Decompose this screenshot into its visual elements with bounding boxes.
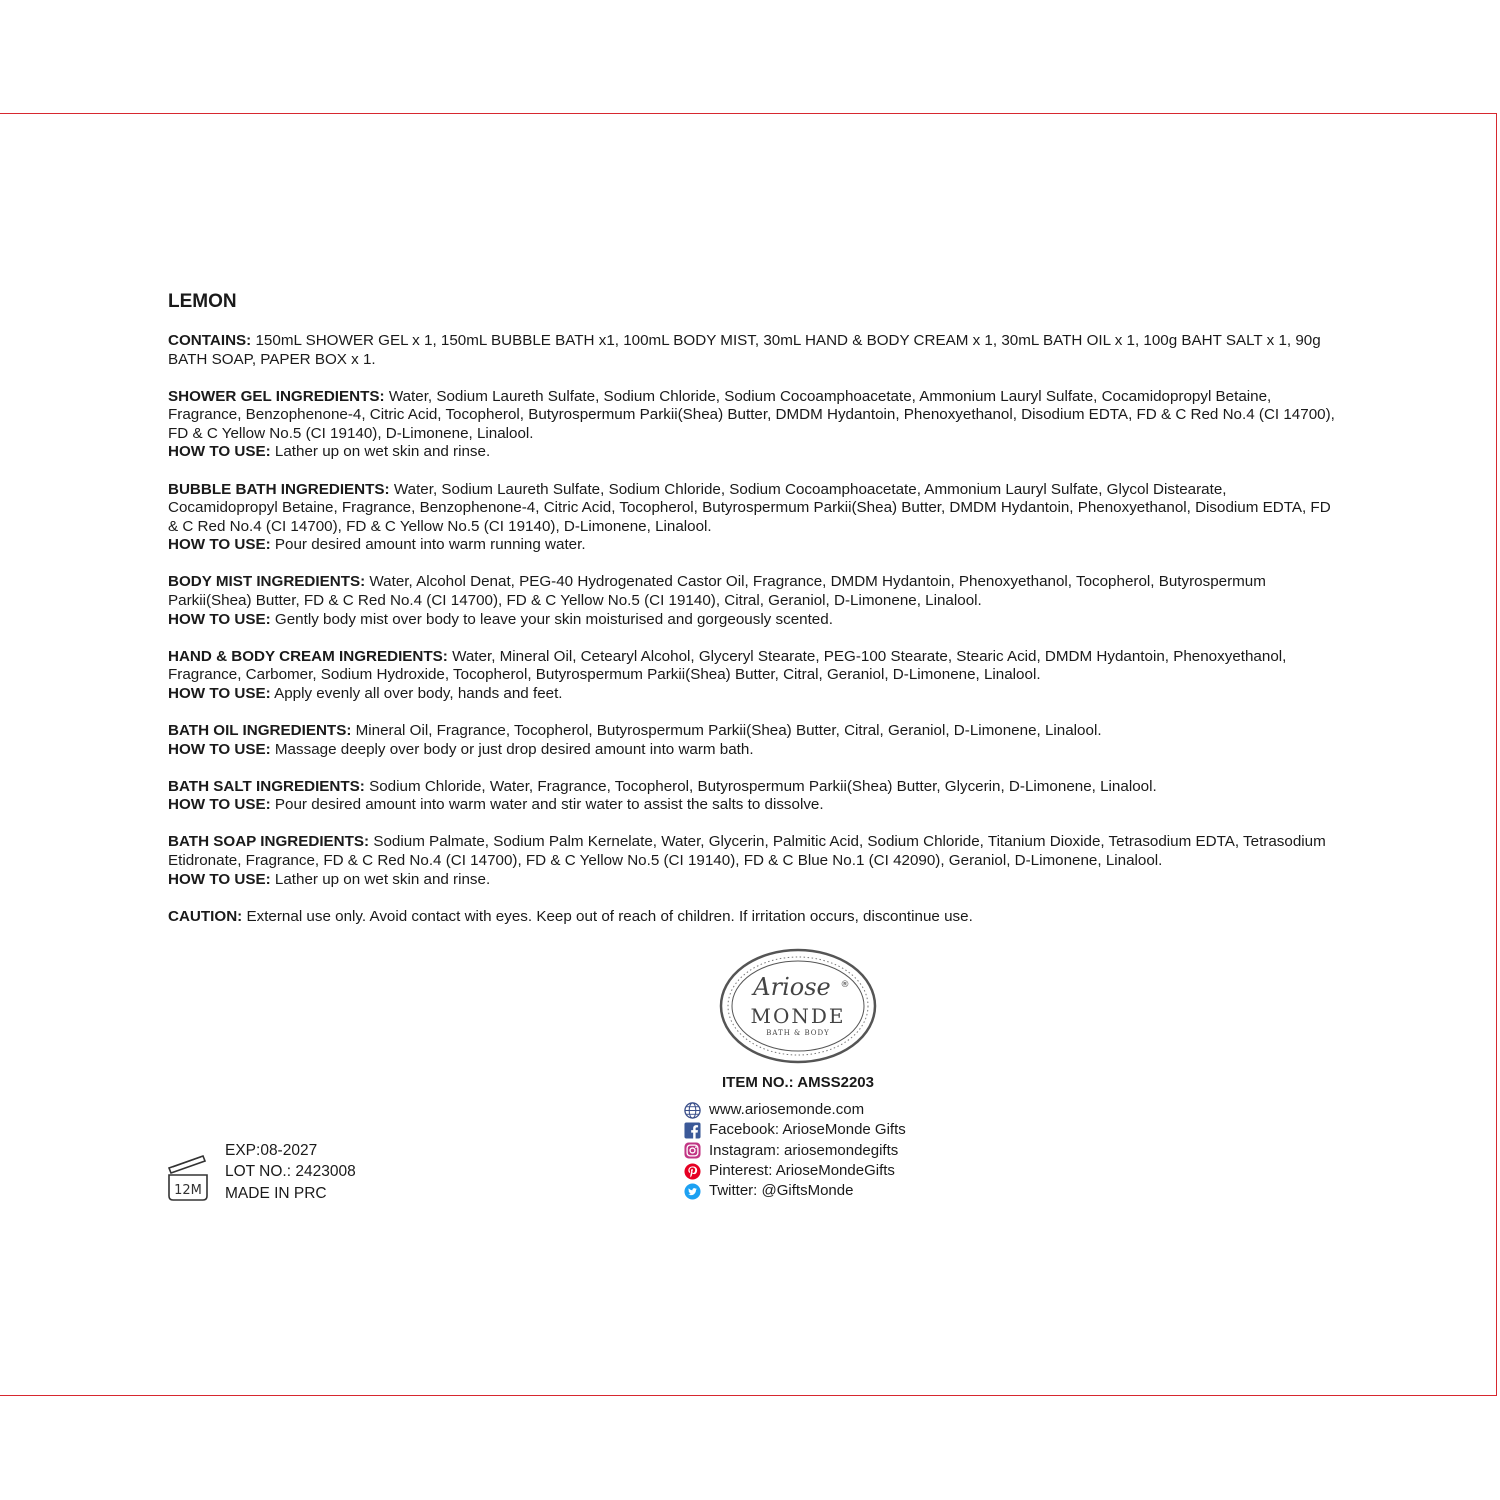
expiry-date: EXP:08-2027 <box>225 1142 318 1159</box>
globe-icon <box>684 1102 701 1119</box>
product-info-lines <box>225 1140 356 1204</box>
pao-period-label: 12M <box>174 1183 202 1198</box>
caution-paragraph <box>168 908 1338 927</box>
ingredients-line <box>168 833 1338 870</box>
ingredients-text: Sodium Palmate, Sodium Palm Kernelate, Water, Glycerin, Palmitic Acid, Sodium Chloride, Titanium Dioxide, Tetrasodium EDTA, Tetrasodium Etidronate, Fragrance, FD & C Red No.4 (CI 14700), FD & C Yellow No.5 (CI 19140), FD & C Blue No.1 (CI 42090), Geraniol, D-Limonene, Linalool. <box>168 833 1326 869</box>
pinterest-icon <box>684 1163 701 1180</box>
how-to-use-line <box>168 611 1338 630</box>
caution-text: External use only. Avoid contact with eyes. Keep out of reach of children. If irritation occurs, discontinue use. <box>246 907 973 925</box>
ingredients-label: HAND & BODY CREAM INGREDIENTS: <box>168 647 448 665</box>
social-instagram-text: Instagram: ariosemondegifts <box>709 1141 899 1159</box>
ingredient-section <box>168 722 1338 759</box>
ingredients-text: Water, Mineral Oil, Cetearyl Alcohol, Glyceryl Stearate, PEG-100 Stearate, Stearic Acid, DMDM Hydantoin, Phenoxyethanol, Fragrance, Carbomer, Sodium Hydroxide, Tocopherol, Butyrospermum Parkii(Shea) Butter, Citral, Geraniol, D-Limonene, Linalool. <box>168 647 1287 684</box>
contains-label: CONTAINS: <box>168 332 252 349</box>
how-to-use-label: HOW TO USE: <box>168 870 271 888</box>
social-facebook-text: Facebook: ArioseMonde Gifts <box>709 1121 906 1139</box>
ingredients-label: BATH OIL INGREDIENTS: <box>168 722 352 739</box>
how-to-use-line <box>168 685 1338 704</box>
how-to-use-label: HOW TO USE: <box>168 684 271 702</box>
contains-paragraph <box>168 332 1338 369</box>
ingredients-line <box>168 722 1338 741</box>
lot-number: LOT NO.: 2423008 <box>225 1163 356 1181</box>
ingredients-text: Sodium Chloride, Water, Fragrance, Tocopherol, Butyrospermum Parkii(Shea) Butter, Glycerin, D-Limonene, Linalool. <box>369 777 1157 795</box>
ingredient-section <box>168 388 1338 462</box>
item-number: ITEM NO.: AMSS2203 <box>722 1074 874 1091</box>
open-jar-icon <box>165 1150 211 1202</box>
ingredients-line <box>168 481 1338 537</box>
social-links <box>684 1100 906 1201</box>
origin-text: MADE IN PRC <box>225 1184 327 1202</box>
ingredients-line <box>168 388 1338 444</box>
ingredients-text: Water, Sodium Laureth Sulfate, Sodium Chloride, Sodium Cocoamphoacetate, Ammonium Lauryl Sulfate, Glycol Distearate, Cocamidopropyl Betaine, Fragrance, Benzophenone-4, Citric Acid, Tocopherol, Butyrospermum Parkii(Shea) Butter, DMDM Hydantoin, Phenoxyethanol, Disodium EDTA, FD & C Red No.4 (CI 14700), FD & C Yellow No.5 (CI 19140), D-Limonene, Linalool. <box>168 480 1331 535</box>
twitter-icon <box>684 1183 701 1200</box>
social-pinterest-text: Pinterest: ArioseMondeGifts <box>709 1161 895 1179</box>
ingredient-sections <box>168 388 1338 889</box>
how-to-use-line <box>168 871 1338 890</box>
social-pinterest[interactable] <box>684 1161 906 1181</box>
ingredient-section <box>168 573 1338 629</box>
ingredients-label: SHOWER GEL INGREDIENTS: <box>168 387 385 405</box>
how-to-use-text: Lather up on wet skin and rinse. <box>274 443 491 461</box>
product-title: LEMON <box>168 291 237 312</box>
how-to-use-text: Pour desired amount into warm water and stir water to assist the salts to dissolve. <box>274 796 824 814</box>
ingredients-line <box>168 778 1338 797</box>
social-website-text: www.ariosemonde.com <box>709 1101 865 1118</box>
logo-brand: MONDE <box>750 1004 846 1028</box>
ingredients-text: Water, Alcohol Denat, PEG-40 Hydrogenated Castor Oil, Fragrance, DMDM Hydantoin, Phenoxyethanol, Tocopherol, Butyrospermum Parkii(Shea) Butter, FD & C Red No.4 (CI 14700), FD & C Yellow No.5 (CI 19140), Citral, Geraniol, D-Limonene, Linalool. <box>168 573 1266 610</box>
label-content <box>168 290 1338 945</box>
social-instagram[interactable] <box>684 1141 906 1161</box>
how-to-use-label: HOW TO USE: <box>168 740 271 758</box>
how-to-use-label: HOW TO USE: <box>168 796 271 814</box>
ingredient-section <box>168 778 1338 815</box>
contains-text: 150mL SHOWER GEL x 1, 150mL BUBBLE BATH x1, 100mL BODY MIST, 30mL HAND & BODY CREAM x 1, 30mL BATH OIL x 1, 100g BAHT SALT x 1, 90g BATH SOAP, PAPER BOX x 1. <box>168 332 1321 368</box>
social-facebook[interactable] <box>684 1120 906 1140</box>
ingredients-text: Mineral Oil, Fragrance, Tocopherol, Butyrospermum Parkii(Shea) Butter, Citral, Geraniol, D-Limonene, Linalool. <box>355 722 1102 739</box>
ingredients-label: BUBBLE BATH INGREDIENTS: <box>168 480 390 498</box>
how-to-use-label: HOW TO USE: <box>168 443 271 461</box>
ingredients-line <box>168 573 1338 610</box>
ingredient-section <box>168 648 1338 704</box>
social-website[interactable] <box>684 1100 906 1120</box>
ingredients-text: Water, Sodium Laureth Sulfate, Sodium Chloride, Sodium Cocoamphoacetate, Ammonium Lauryl Sulfate, Cocamidopropyl Betaine, Fragrance, Benzophenone-4, Citric Acid, Tocopherol, Butyrospermum Parkii(Shea) Butter, DMDM Hydantoin, Phenoxyethanol, Disodium EDTA, FD & C Red No.4 (CI 14700), FD & C Yellow No.5 (CI 19140), D-Limonene, Linalool. <box>168 387 1335 442</box>
ingredient-section <box>168 481 1338 555</box>
how-to-use-text: Gently body mist over body to leave your skin moisturised and gorgeously scented. <box>274 610 833 628</box>
caution-label: CAUTION: <box>168 907 243 925</box>
how-to-use-line <box>168 741 1338 760</box>
how-to-use-line <box>168 796 1338 815</box>
how-to-use-line <box>168 536 1338 555</box>
logo-script: Ariose <box>753 973 831 1001</box>
how-to-use-line <box>168 443 1338 462</box>
ingredients-label: BATH SOAP INGREDIENTS: <box>168 833 370 851</box>
how-to-use-text: Lather up on wet skin and rinse. <box>274 870 491 888</box>
brand-logo <box>718 947 878 1065</box>
logo-tagline: BATH & BODY <box>766 1029 830 1037</box>
how-to-use-text: Apply evenly all over body, hands and feet. <box>274 684 563 702</box>
social-twitter[interactable] <box>684 1181 906 1201</box>
how-to-use-label: HOW TO USE: <box>168 536 271 554</box>
social-twitter-text: Twitter: @GiftsMonde <box>709 1182 854 1200</box>
ingredients-label: BATH SALT INGREDIENTS: <box>168 777 365 795</box>
brand-logo-seal <box>718 947 878 1065</box>
instagram-icon <box>684 1142 701 1159</box>
how-to-use-label: HOW TO USE: <box>168 610 271 628</box>
how-to-use-text: Massage deeply over body or just drop desired amount into warm bath. <box>274 740 754 758</box>
ingredients-label: BODY MIST INGREDIENTS: <box>168 573 366 591</box>
facebook-icon <box>684 1122 701 1139</box>
how-to-use-text: Pour desired amount into warm running water. <box>274 536 586 554</box>
ingredients-line <box>168 648 1338 685</box>
logo-registered: ® <box>840 980 850 990</box>
ingredient-section <box>168 833 1338 889</box>
